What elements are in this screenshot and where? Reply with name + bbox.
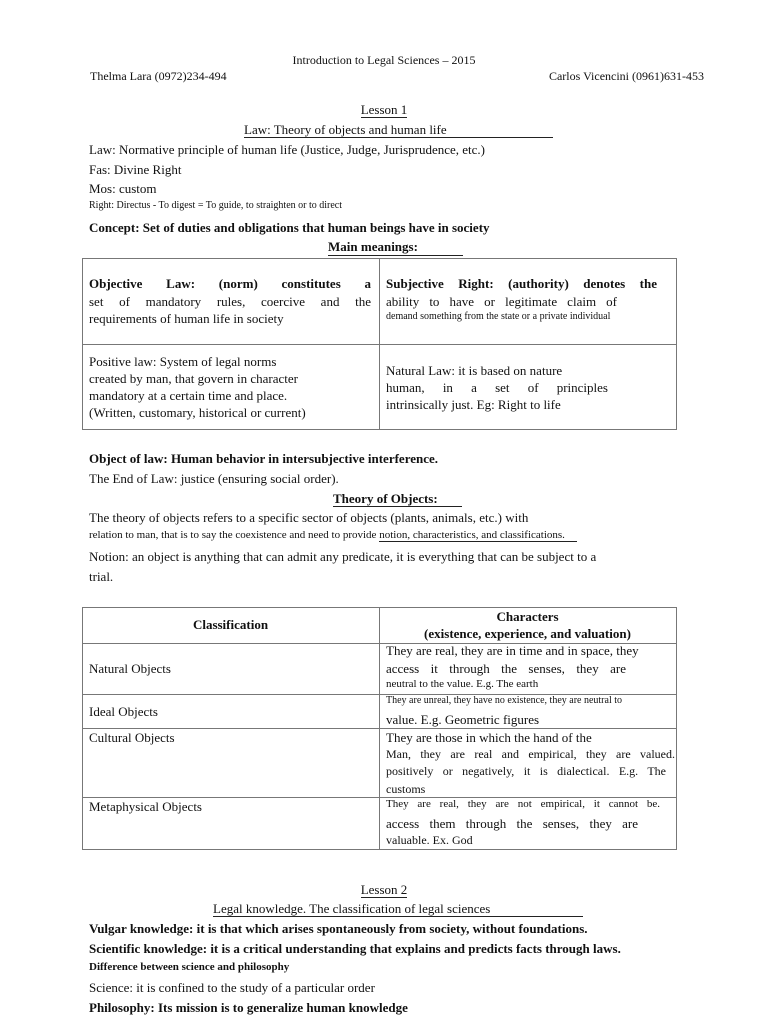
end-of-law: The End of Law: justice (ensuring social order). [89,471,339,486]
philosophy-definition: Philosophy: Its mission is to generalize human knowledge [89,1000,408,1015]
metaphysical-objects-desc1: They are real, they are not empirical, it cannot be. [386,798,660,810]
lesson1-title: Lesson 1 [360,102,408,117]
positive-law-line2: created by man, that govern in character [89,371,298,386]
cultural-objects-desc4: customs [386,782,426,796]
positive-law-line3: mandatory at a certain time and place. [89,388,288,403]
vulgar-knowledge: Vulgar knowledge: it is that which arises spontaneously from society, without foundations. [89,921,588,936]
lesson1-subtitle: Law: Theory of objects and human life [244,122,553,138]
positive-law-line1: Positive law: System of legal norms [89,354,277,369]
theory-of-objects-heading: Theory of Objects: [333,491,462,507]
cultural-objects-desc2: Man, they are real and empirical, they are valued. [386,747,675,761]
natural-law-line2: human, in a set of principles [386,380,608,395]
natural-objects-desc1: They are real, they are in time and in space, they [386,643,639,658]
ideal-objects-label: Ideal Objects [89,704,158,719]
difference-heading: Difference between science and philosophy [89,961,290,973]
objective-law-line3: requirements of human life in society [89,311,284,326]
notion-line2: trial. [89,569,114,584]
theory-line2: relation to man, that is to say the coexistence and need to provide notion, characteristics, and classifications. [89,529,577,541]
subjective-right-line3: demand something from the state or a private individual [386,311,611,322]
scientific-knowledge: Scientific knowledge: it is a critical understanding that explains and predicts facts through laws. [89,941,621,956]
lesson2-subtitle: Legal knowledge. The classification of legal sciences [213,901,583,917]
left-contact: Thelma Lara (0972)234-494 [90,69,227,83]
definition-law: Law: Normative principle of human life (Justice, Judge, Jurisprudence, etc.) [89,142,486,157]
cultural-objects-desc1: They are those in which the hand of the [386,730,592,745]
objective-law-line1: Objective Law: (norm) constitutes a [89,276,371,291]
subjective-right-line1: Subjective Right: (authority) denotes the [386,276,657,291]
natural-law-line3: intrinsically just. Eg: Right to life [386,397,561,412]
characters-header: Characters [496,609,559,624]
ideal-objects-desc1: They are unreal, they have no existence, they are neutral to [386,695,623,706]
natural-objects-desc2: access it through the senses, they are [386,661,626,676]
concept: Concept: Set of duties and obligations that human beings have in society [89,220,490,235]
metaphysical-objects-desc2: access them through the senses, they are [386,816,638,831]
objective-law-line2: set of mandatory rules, coercive and the [89,294,371,309]
right-contact: Carlos Vicencini (0961)631-453 [548,69,704,83]
subjective-right-line2: ability to have or legitimate claim of [386,294,617,309]
object-of-law: Object of law: Human behavior in intersubjective interference. [89,451,439,466]
characters-subheader: (existence, experience, and valuation) [424,626,631,641]
theory-line1: The theory of objects refers to a specific sector of objects (plants, animals, etc.) with [89,510,529,525]
natural-objects-desc3: neutral to the value. E.g. The earth [386,678,539,690]
definition-mos: Mos: custom [89,181,157,196]
ideal-objects-desc2: value. E.g. Geometric figures [386,712,540,727]
main-meanings-heading: Main meanings: [328,239,463,256]
metaphysical-objects-desc3: valuable. Ex. God [386,833,473,847]
cultural-objects-desc3: positively or negatively, it is dialectical. E.g. The [386,764,666,778]
natural-objects-label: Natural Objects [89,661,171,676]
cultural-objects-label: Cultural Objects [89,730,175,745]
definition-fas: Fas: Divine Right [89,162,182,177]
classification-header: Classification [192,617,269,632]
lesson2-title: Lesson 2 [360,882,408,897]
positive-law-line4: (Written, customary, historical or current) [89,405,306,420]
metaphysical-objects-label: Metaphysical Objects [89,799,202,814]
notion-line1: Notion: an object is anything that can admit any predicate, it is everything that can be subject to a [89,549,597,564]
definition-right: Right: Directus - To digest = To guide, to straighten or to direct [89,200,342,211]
course-title: Introduction to Legal Sciences – 2015 [292,53,476,67]
science-definition: Science: it is confined to the study of a particular order [89,980,375,995]
natural-law-line1: Natural Law: it is based on nature [386,363,563,378]
